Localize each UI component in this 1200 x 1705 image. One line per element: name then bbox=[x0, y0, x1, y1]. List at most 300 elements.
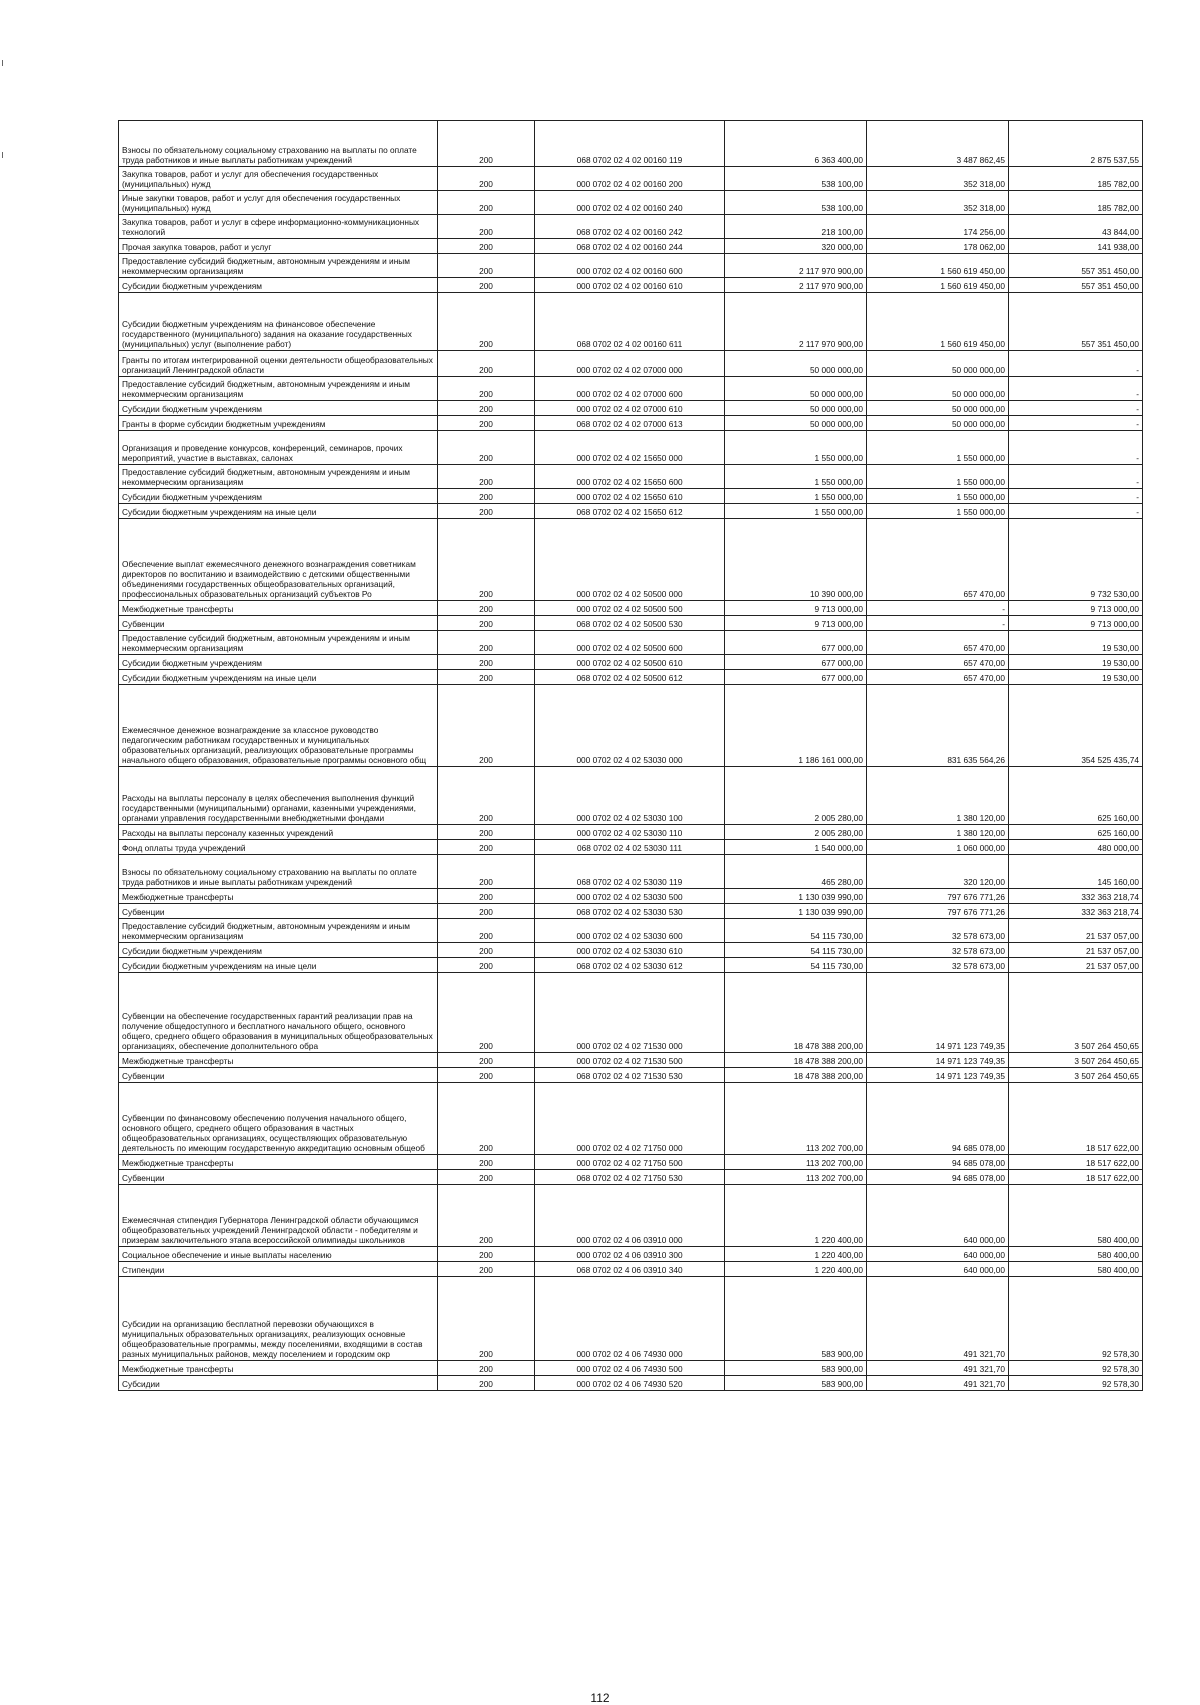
row-budget-code: 068 0702 02 4 02 53030 119 bbox=[535, 855, 725, 889]
row-name: Взносы по обязательному социальному страхованию на выплаты по оплате труда работников и иные выплаты работникам учреждений bbox=[119, 121, 438, 167]
row-remaining-amount: 18 517 622,00 bbox=[1009, 1155, 1143, 1170]
table-row bbox=[119, 855, 1143, 889]
row-approved-amount: 1 550 000,00 bbox=[725, 465, 867, 489]
row-name: Субсидии бюджетным учреждениям bbox=[119, 655, 438, 670]
table-row bbox=[119, 825, 1143, 840]
row-line-code: 200 bbox=[438, 1170, 535, 1185]
row-remaining-amount: - bbox=[1009, 465, 1143, 489]
row-line-code: 200 bbox=[438, 215, 535, 239]
row-remaining-amount: 18 517 622,00 bbox=[1009, 1083, 1143, 1155]
row-budget-code: 068 0702 02 4 02 53030 530 bbox=[535, 904, 725, 919]
row-name: Иные закупки товаров, работ и услуг для обеспечения государственных (муниципальных) нужд bbox=[119, 191, 438, 215]
row-line-code: 200 bbox=[438, 1361, 535, 1376]
row-remaining-amount: - bbox=[1009, 401, 1143, 416]
row-approved-amount: 2 117 970 900,00 bbox=[725, 293, 867, 351]
row-name: Субсидии бюджетным учреждениям bbox=[119, 401, 438, 416]
table-row bbox=[119, 254, 1143, 278]
row-remaining-amount: 9 713 000,00 bbox=[1009, 601, 1143, 616]
table-row bbox=[119, 401, 1143, 416]
row-line-code: 200 bbox=[438, 167, 535, 191]
row-remaining-amount: 332 363 218,74 bbox=[1009, 889, 1143, 904]
table-row bbox=[119, 239, 1143, 254]
row-name: Закупка товаров, работ и услуг в сфере информационно-коммуникационных технологий bbox=[119, 215, 438, 239]
scan-edge-mark bbox=[2, 60, 3, 66]
row-executed-amount: 14 971 123 749,35 bbox=[867, 1053, 1009, 1068]
row-line-code: 200 bbox=[438, 121, 535, 167]
row-remaining-amount: 580 400,00 bbox=[1009, 1185, 1143, 1247]
row-remaining-amount: - bbox=[1009, 489, 1143, 504]
table-row bbox=[119, 1053, 1143, 1068]
row-name: Расходы на выплаты персоналу казенных учреждений bbox=[119, 825, 438, 840]
row-approved-amount: 113 202 700,00 bbox=[725, 1170, 867, 1185]
table-row bbox=[119, 377, 1143, 401]
row-remaining-amount: 19 530,00 bbox=[1009, 631, 1143, 655]
row-name: Субвенции по финансовому обеспечению получения начального общего, основного общего, среднего общего образования в частных общеобразовательных организациях, осуществляющих образовательную деятельность по имеющим государственную аккредитацию основным общеоб bbox=[119, 1083, 438, 1155]
row-remaining-amount: 18 517 622,00 bbox=[1009, 1170, 1143, 1185]
row-approved-amount: 538 100,00 bbox=[725, 191, 867, 215]
row-line-code: 200 bbox=[438, 1053, 535, 1068]
row-executed-amount: 94 685 078,00 bbox=[867, 1155, 1009, 1170]
row-budget-code: 000 0702 02 4 02 15650 610 bbox=[535, 489, 725, 504]
row-approved-amount: 583 900,00 bbox=[725, 1277, 867, 1361]
row-budget-code: 000 0702 02 4 02 53030 500 bbox=[535, 889, 725, 904]
table-row bbox=[119, 1361, 1143, 1376]
row-executed-amount: 491 321,70 bbox=[867, 1277, 1009, 1361]
row-budget-code: 000 0702 02 4 02 71750 500 bbox=[535, 1155, 725, 1170]
table-row bbox=[119, 121, 1143, 167]
row-remaining-amount: 480 000,00 bbox=[1009, 840, 1143, 855]
row-budget-code: 000 0702 02 4 02 00160 200 bbox=[535, 167, 725, 191]
row-name: Предоставление субсидий бюджетным, автономным учреждениям и иным некоммерческим организациям bbox=[119, 377, 438, 401]
table-row bbox=[119, 293, 1143, 351]
row-name: Межбюджетные трансферты bbox=[119, 889, 438, 904]
row-executed-amount: 32 578 673,00 bbox=[867, 943, 1009, 958]
row-name: Социальное обеспечение и иные выплаты населению bbox=[119, 1247, 438, 1262]
row-line-code: 200 bbox=[438, 1083, 535, 1155]
row-name: Стипендии bbox=[119, 1262, 438, 1277]
table-row bbox=[119, 519, 1143, 601]
row-executed-amount: 32 578 673,00 bbox=[867, 958, 1009, 973]
row-line-code: 200 bbox=[438, 767, 535, 825]
row-budget-code: 068 0702 02 4 02 00160 242 bbox=[535, 215, 725, 239]
row-approved-amount: 54 115 730,00 bbox=[725, 958, 867, 973]
row-remaining-amount: 21 537 057,00 bbox=[1009, 958, 1143, 973]
row-remaining-amount: 92 578,30 bbox=[1009, 1376, 1143, 1391]
row-budget-code: 068 0702 02 4 02 00160 244 bbox=[535, 239, 725, 254]
row-executed-amount: 174 256,00 bbox=[867, 215, 1009, 239]
table-row bbox=[119, 889, 1143, 904]
row-executed-amount: 178 062,00 bbox=[867, 239, 1009, 254]
row-budget-code: 068 0702 02 4 02 00160 119 bbox=[535, 121, 725, 167]
row-name: Субвенции bbox=[119, 1068, 438, 1083]
row-line-code: 200 bbox=[438, 519, 535, 601]
row-name: Субсидии bbox=[119, 1376, 438, 1391]
table-row bbox=[119, 191, 1143, 215]
row-name: Фонд оплаты труда учреждений bbox=[119, 840, 438, 855]
row-name: Субсидии бюджетным учреждениям bbox=[119, 278, 438, 293]
row-approved-amount: 320 000,00 bbox=[725, 239, 867, 254]
table-row bbox=[119, 167, 1143, 191]
row-approved-amount: 538 100,00 bbox=[725, 167, 867, 191]
row-budget-code: 000 0702 02 4 06 74930 500 bbox=[535, 1361, 725, 1376]
row-executed-amount: 797 676 771,26 bbox=[867, 904, 1009, 919]
row-line-code: 200 bbox=[438, 351, 535, 377]
row-remaining-amount: 185 782,00 bbox=[1009, 167, 1143, 191]
table-row bbox=[119, 1155, 1143, 1170]
row-budget-code: 000 0702 02 4 02 07000 610 bbox=[535, 401, 725, 416]
row-budget-code: 000 0702 02 4 02 53030 600 bbox=[535, 919, 725, 943]
table-row bbox=[119, 616, 1143, 631]
row-budget-code: 000 0702 02 4 02 50500 500 bbox=[535, 601, 725, 616]
row-executed-amount: 1 550 000,00 bbox=[867, 431, 1009, 465]
row-approved-amount: 50 000 000,00 bbox=[725, 416, 867, 431]
table-row bbox=[119, 1262, 1143, 1277]
row-approved-amount: 113 202 700,00 bbox=[725, 1083, 867, 1155]
row-remaining-amount: 625 160,00 bbox=[1009, 767, 1143, 825]
row-name: Взносы по обязательному социальному страхованию на выплаты по оплате труда работников и иные выплаты работникам учреждений bbox=[119, 855, 438, 889]
row-budget-code: 000 0702 02 4 02 50500 610 bbox=[535, 655, 725, 670]
row-line-code: 200 bbox=[438, 855, 535, 889]
row-approved-amount: 1 550 000,00 bbox=[725, 431, 867, 465]
row-line-code: 200 bbox=[438, 958, 535, 973]
table-row bbox=[119, 685, 1143, 767]
row-remaining-amount: 9 732 530,00 bbox=[1009, 519, 1143, 601]
row-approved-amount: 18 478 388 200,00 bbox=[725, 1068, 867, 1083]
table-row bbox=[119, 840, 1143, 855]
row-name: Субвенции bbox=[119, 904, 438, 919]
row-budget-code: 000 0702 02 4 06 74930 520 bbox=[535, 1376, 725, 1391]
row-name: Закупка товаров, работ и услуг для обеспечения государственных (муниципальных) нужд bbox=[119, 167, 438, 191]
table-row bbox=[119, 489, 1143, 504]
row-executed-amount: 14 971 123 749,35 bbox=[867, 1068, 1009, 1083]
row-remaining-amount: - bbox=[1009, 351, 1143, 377]
scan-edge-mark bbox=[2, 152, 3, 158]
row-name: Субвенции bbox=[119, 1170, 438, 1185]
table-row bbox=[119, 1068, 1143, 1083]
row-executed-amount: 14 971 123 749,35 bbox=[867, 973, 1009, 1053]
table-row bbox=[119, 655, 1143, 670]
row-approved-amount: 50 000 000,00 bbox=[725, 377, 867, 401]
row-budget-code: 000 0702 02 4 02 53030 110 bbox=[535, 825, 725, 840]
row-executed-amount: 1 550 000,00 bbox=[867, 504, 1009, 519]
row-name: Субсидии бюджетным учреждениям на иные цели bbox=[119, 670, 438, 685]
row-executed-amount: 352 318,00 bbox=[867, 167, 1009, 191]
row-remaining-amount: 332 363 218,74 bbox=[1009, 904, 1143, 919]
row-line-code: 200 bbox=[438, 616, 535, 631]
row-name: Субсидии бюджетным учреждениям bbox=[119, 943, 438, 958]
row-line-code: 200 bbox=[438, 416, 535, 431]
row-remaining-amount: 19 530,00 bbox=[1009, 655, 1143, 670]
table-row bbox=[119, 351, 1143, 377]
row-budget-code: 000 0702 02 4 02 50500 000 bbox=[535, 519, 725, 601]
row-line-code: 200 bbox=[438, 825, 535, 840]
row-executed-amount: 320 120,00 bbox=[867, 855, 1009, 889]
row-name: Субсидии на организацию бесплатной перевозки обучающихся в муниципальных образовательных организациях, реализующих основные общеобразовательные программы, между поселениями, входящими в состав разных муниципальных районов, между поселением и городским окр bbox=[119, 1277, 438, 1361]
row-approved-amount: 1 220 400,00 bbox=[725, 1262, 867, 1277]
row-budget-code: 068 0702 02 4 02 71750 530 bbox=[535, 1170, 725, 1185]
row-line-code: 200 bbox=[438, 919, 535, 943]
row-budget-code: 000 0702 02 4 02 53030 610 bbox=[535, 943, 725, 958]
row-executed-amount: 94 685 078,00 bbox=[867, 1083, 1009, 1155]
row-approved-amount: 1 540 000,00 bbox=[725, 840, 867, 855]
table-row bbox=[119, 1277, 1143, 1361]
row-budget-code: 000 0702 02 4 06 03910 000 bbox=[535, 1185, 725, 1247]
row-approved-amount: 1 220 400,00 bbox=[725, 1185, 867, 1247]
row-approved-amount: 2 117 970 900,00 bbox=[725, 278, 867, 293]
row-budget-code: 068 0702 02 4 02 07000 613 bbox=[535, 416, 725, 431]
row-line-code: 200 bbox=[438, 889, 535, 904]
row-budget-code: 000 0702 02 4 02 00160 600 bbox=[535, 254, 725, 278]
row-name: Субсидии бюджетным учреждениям на финансовое обеспечение государственного (муниципального) задания на оказание государственных (муниципальных) услуг (выполнение работ) bbox=[119, 293, 438, 351]
row-line-code: 200 bbox=[438, 254, 535, 278]
row-budget-code: 068 0702 02 4 02 50500 612 bbox=[535, 670, 725, 685]
row-approved-amount: 677 000,00 bbox=[725, 670, 867, 685]
row-name: Предоставление субсидий бюджетным, автономным учреждениям и иным некоммерческим организациям bbox=[119, 465, 438, 489]
row-remaining-amount: 145 160,00 bbox=[1009, 855, 1143, 889]
row-approved-amount: 1 186 161 000,00 bbox=[725, 685, 867, 767]
row-remaining-amount: 2 875 537,55 bbox=[1009, 121, 1143, 167]
table-row bbox=[119, 278, 1143, 293]
row-line-code: 200 bbox=[438, 401, 535, 416]
row-executed-amount: 831 635 564,26 bbox=[867, 685, 1009, 767]
row-budget-code: 000 0702 02 4 02 71530 500 bbox=[535, 1053, 725, 1068]
row-budget-code: 000 0702 02 4 02 15650 600 bbox=[535, 465, 725, 489]
row-executed-amount: 640 000,00 bbox=[867, 1247, 1009, 1262]
row-budget-code: 000 0702 02 4 02 00160 240 bbox=[535, 191, 725, 215]
row-executed-amount: - bbox=[867, 601, 1009, 616]
row-name: Организация и проведение конкурсов, конференций, семинаров, прочих мероприятий, участие в выставках, салонах bbox=[119, 431, 438, 465]
row-executed-amount: 1 560 619 450,00 bbox=[867, 278, 1009, 293]
row-executed-amount: 797 676 771,26 bbox=[867, 889, 1009, 904]
row-line-code: 200 bbox=[438, 293, 535, 351]
row-budget-code: 068 0702 02 4 02 50500 530 bbox=[535, 616, 725, 631]
row-budget-code: 068 0702 02 4 02 53030 612 bbox=[535, 958, 725, 973]
row-approved-amount: 54 115 730,00 bbox=[725, 919, 867, 943]
row-line-code: 200 bbox=[438, 1277, 535, 1361]
row-remaining-amount: 3 507 264 450,65 bbox=[1009, 1068, 1143, 1083]
row-name: Субвенции bbox=[119, 616, 438, 631]
row-name: Межбюджетные трансферты bbox=[119, 601, 438, 616]
row-approved-amount: 50 000 000,00 bbox=[725, 401, 867, 416]
table-row bbox=[119, 1247, 1143, 1262]
row-name: Ежемесячная стипендия Губернатора Ленинградской области обучающимся общеобразовательных учреждений Ленинградской области - победителям и призерам заключительного этапа всероссийской олимпиады школьников bbox=[119, 1185, 438, 1247]
row-approved-amount: 1 550 000,00 bbox=[725, 504, 867, 519]
row-name: Гранты по итогам интегрированной оценки деятельности общеобразовательных организаций Ленинградской области bbox=[119, 351, 438, 377]
row-budget-code: 000 0702 02 4 06 74930 000 bbox=[535, 1277, 725, 1361]
row-remaining-amount: 43 844,00 bbox=[1009, 215, 1143, 239]
row-executed-amount: 32 578 673,00 bbox=[867, 919, 1009, 943]
row-name: Субсидии бюджетным учреждениям на иные цели bbox=[119, 504, 438, 519]
row-approved-amount: 6 363 400,00 bbox=[725, 121, 867, 167]
row-line-code: 200 bbox=[438, 191, 535, 215]
row-approved-amount: 113 202 700,00 bbox=[725, 1155, 867, 1170]
table-row bbox=[119, 919, 1143, 943]
row-remaining-amount: - bbox=[1009, 504, 1143, 519]
row-executed-amount: 1 560 619 450,00 bbox=[867, 254, 1009, 278]
row-line-code: 200 bbox=[438, 655, 535, 670]
row-approved-amount: 677 000,00 bbox=[725, 655, 867, 670]
row-budget-code: 000 0702 02 4 02 15650 000 bbox=[535, 431, 725, 465]
row-name: Расходы на выплаты персоналу в целях обеспечения выполнения функций государственными (муниципальными) органами, казенными учреждениями, органами управления государственными внебюджетными фондами bbox=[119, 767, 438, 825]
row-budget-code: 068 0702 02 4 02 71530 530 bbox=[535, 1068, 725, 1083]
row-budget-code: 000 0702 02 4 02 53030 100 bbox=[535, 767, 725, 825]
row-line-code: 200 bbox=[438, 377, 535, 401]
row-remaining-amount: - bbox=[1009, 431, 1143, 465]
table-row bbox=[119, 601, 1143, 616]
row-line-code: 200 bbox=[438, 670, 535, 685]
row-remaining-amount: 141 938,00 bbox=[1009, 239, 1143, 254]
row-remaining-amount: 21 537 057,00 bbox=[1009, 919, 1143, 943]
row-name: Субвенции на обеспечение государственных гарантий реализации прав на получение общедоступного и бесплатного начального общего, основного общего, среднего общего образования в муниципальных общеобразовательных организациях, обеспечение дополнительного обра bbox=[119, 973, 438, 1053]
table-row bbox=[119, 904, 1143, 919]
row-name: Прочая закупка товаров, работ и услуг bbox=[119, 239, 438, 254]
row-line-code: 200 bbox=[438, 973, 535, 1053]
row-remaining-amount: 557 351 450,00 bbox=[1009, 293, 1143, 351]
row-line-code: 200 bbox=[438, 1155, 535, 1170]
row-approved-amount: 677 000,00 bbox=[725, 631, 867, 655]
row-line-code: 200 bbox=[438, 685, 535, 767]
row-name: Предоставление субсидий бюджетным, автономным учреждениям и иным некоммерческим организациям bbox=[119, 254, 438, 278]
row-name: Ежемесячное денежное вознаграждение за классное руководство педагогическим работникам государственных и муниципальных образовательных организаций, реализующих образовательные программы начального общего образования, образовательные программы основного общ bbox=[119, 685, 438, 767]
row-budget-code: 068 0702 02 4 02 53030 111 bbox=[535, 840, 725, 855]
row-approved-amount: 1 220 400,00 bbox=[725, 1247, 867, 1262]
row-budget-code: 068 0702 02 4 02 00160 611 bbox=[535, 293, 725, 351]
row-executed-amount: 491 321,70 bbox=[867, 1361, 1009, 1376]
row-executed-amount: 1 060 000,00 bbox=[867, 840, 1009, 855]
row-approved-amount: 2 005 280,00 bbox=[725, 767, 867, 825]
row-line-code: 200 bbox=[438, 904, 535, 919]
row-budget-code: 000 0702 02 4 02 00160 610 bbox=[535, 278, 725, 293]
row-remaining-amount: - bbox=[1009, 416, 1143, 431]
row-name: Субсидии бюджетным учреждениям на иные цели bbox=[119, 958, 438, 973]
row-executed-amount: 491 321,70 bbox=[867, 1376, 1009, 1391]
row-executed-amount: 657 470,00 bbox=[867, 519, 1009, 601]
row-approved-amount: 583 900,00 bbox=[725, 1361, 867, 1376]
row-line-code: 200 bbox=[438, 1262, 535, 1277]
table-row bbox=[119, 431, 1143, 465]
row-approved-amount: 18 478 388 200,00 bbox=[725, 973, 867, 1053]
row-executed-amount: 50 000 000,00 bbox=[867, 351, 1009, 377]
row-approved-amount: 9 713 000,00 bbox=[725, 601, 867, 616]
row-executed-amount: 1 550 000,00 bbox=[867, 465, 1009, 489]
row-budget-code: 000 0702 02 4 06 03910 300 bbox=[535, 1247, 725, 1262]
row-remaining-amount: 580 400,00 bbox=[1009, 1247, 1143, 1262]
row-remaining-amount: 3 507 264 450,65 bbox=[1009, 1053, 1143, 1068]
row-executed-amount: 50 000 000,00 bbox=[867, 377, 1009, 401]
row-name: Межбюджетные трансферты bbox=[119, 1053, 438, 1068]
row-budget-code: 000 0702 02 4 02 71530 000 bbox=[535, 973, 725, 1053]
table-row bbox=[119, 1376, 1143, 1391]
table-row bbox=[119, 215, 1143, 239]
row-remaining-amount: 9 713 000,00 bbox=[1009, 616, 1143, 631]
row-remaining-amount: 21 537 057,00 bbox=[1009, 943, 1143, 958]
row-budget-code: 068 0702 02 4 02 15650 612 bbox=[535, 504, 725, 519]
row-budget-code: 000 0702 02 4 02 50500 600 bbox=[535, 631, 725, 655]
row-line-code: 200 bbox=[438, 1185, 535, 1247]
row-approved-amount: 1 130 039 990,00 bbox=[725, 889, 867, 904]
row-budget-code: 068 0702 02 4 06 03910 340 bbox=[535, 1262, 725, 1277]
row-line-code: 200 bbox=[438, 631, 535, 655]
row-remaining-amount: 3 507 264 450,65 bbox=[1009, 973, 1143, 1053]
row-line-code: 200 bbox=[438, 239, 535, 254]
row-remaining-amount: - bbox=[1009, 377, 1143, 401]
row-approved-amount: 1 550 000,00 bbox=[725, 489, 867, 504]
row-remaining-amount: 580 400,00 bbox=[1009, 1262, 1143, 1277]
row-executed-amount: 640 000,00 bbox=[867, 1262, 1009, 1277]
row-executed-amount: 1 560 619 450,00 bbox=[867, 293, 1009, 351]
row-line-code: 200 bbox=[438, 943, 535, 958]
row-executed-amount: 50 000 000,00 bbox=[867, 401, 1009, 416]
row-line-code: 200 bbox=[438, 489, 535, 504]
row-approved-amount: 18 478 388 200,00 bbox=[725, 1053, 867, 1068]
row-remaining-amount: 354 525 435,74 bbox=[1009, 685, 1143, 767]
row-approved-amount: 10 390 000,00 bbox=[725, 519, 867, 601]
row-executed-amount: 94 685 078,00 bbox=[867, 1170, 1009, 1185]
row-executed-amount: 1 550 000,00 bbox=[867, 489, 1009, 504]
row-remaining-amount: 557 351 450,00 bbox=[1009, 254, 1143, 278]
row-executed-amount: 657 470,00 bbox=[867, 631, 1009, 655]
row-line-code: 200 bbox=[438, 1247, 535, 1262]
table-row bbox=[119, 958, 1143, 973]
row-executed-amount: 1 380 120,00 bbox=[867, 767, 1009, 825]
row-remaining-amount: 92 578,30 bbox=[1009, 1277, 1143, 1361]
row-line-code: 200 bbox=[438, 278, 535, 293]
row-approved-amount: 1 130 039 990,00 bbox=[725, 904, 867, 919]
row-line-code: 200 bbox=[438, 465, 535, 489]
row-name: Межбюджетные трансферты bbox=[119, 1361, 438, 1376]
row-name: Субсидии бюджетным учреждениям bbox=[119, 489, 438, 504]
row-line-code: 200 bbox=[438, 840, 535, 855]
row-line-code: 200 bbox=[438, 504, 535, 519]
table-row bbox=[119, 631, 1143, 655]
row-name: Гранты в форме субсидии бюджетным учреждениям bbox=[119, 416, 438, 431]
row-name: Предоставление субсидий бюджетным, автономным учреждениям и иным некоммерческим организациям bbox=[119, 919, 438, 943]
row-approved-amount: 2 117 970 900,00 bbox=[725, 254, 867, 278]
table-row bbox=[119, 465, 1143, 489]
table-row bbox=[119, 943, 1143, 958]
table-row bbox=[119, 1170, 1143, 1185]
row-approved-amount: 583 900,00 bbox=[725, 1376, 867, 1391]
budget-execution-table bbox=[118, 120, 1143, 1391]
row-executed-amount: 3 487 862,45 bbox=[867, 121, 1009, 167]
row-budget-code: 000 0702 02 4 02 53030 000 bbox=[535, 685, 725, 767]
row-approved-amount: 465 280,00 bbox=[725, 855, 867, 889]
table-row bbox=[119, 504, 1143, 519]
table-body bbox=[119, 121, 1143, 1391]
row-executed-amount: - bbox=[867, 616, 1009, 631]
table-row bbox=[119, 973, 1143, 1053]
row-budget-code: 000 0702 02 4 02 07000 600 bbox=[535, 377, 725, 401]
row-remaining-amount: 625 160,00 bbox=[1009, 825, 1143, 840]
row-executed-amount: 657 470,00 bbox=[867, 655, 1009, 670]
row-approved-amount: 2 005 280,00 bbox=[725, 825, 867, 840]
table-row bbox=[119, 1083, 1143, 1155]
row-remaining-amount: 19 530,00 bbox=[1009, 670, 1143, 685]
table-row bbox=[119, 1185, 1143, 1247]
row-budget-code: 000 0702 02 4 02 07000 000 bbox=[535, 351, 725, 377]
row-budget-code: 000 0702 02 4 02 71750 000 bbox=[535, 1083, 725, 1155]
row-executed-amount: 50 000 000,00 bbox=[867, 416, 1009, 431]
page-number: 112 bbox=[590, 1691, 610, 1705]
row-approved-amount: 54 115 730,00 bbox=[725, 943, 867, 958]
row-executed-amount: 352 318,00 bbox=[867, 191, 1009, 215]
table-row bbox=[119, 416, 1143, 431]
row-remaining-amount: 557 351 450,00 bbox=[1009, 278, 1143, 293]
row-executed-amount: 640 000,00 bbox=[867, 1185, 1009, 1247]
row-name: Межбюджетные трансферты bbox=[119, 1155, 438, 1170]
row-executed-amount: 1 380 120,00 bbox=[867, 825, 1009, 840]
row-remaining-amount: 92 578,30 bbox=[1009, 1361, 1143, 1376]
